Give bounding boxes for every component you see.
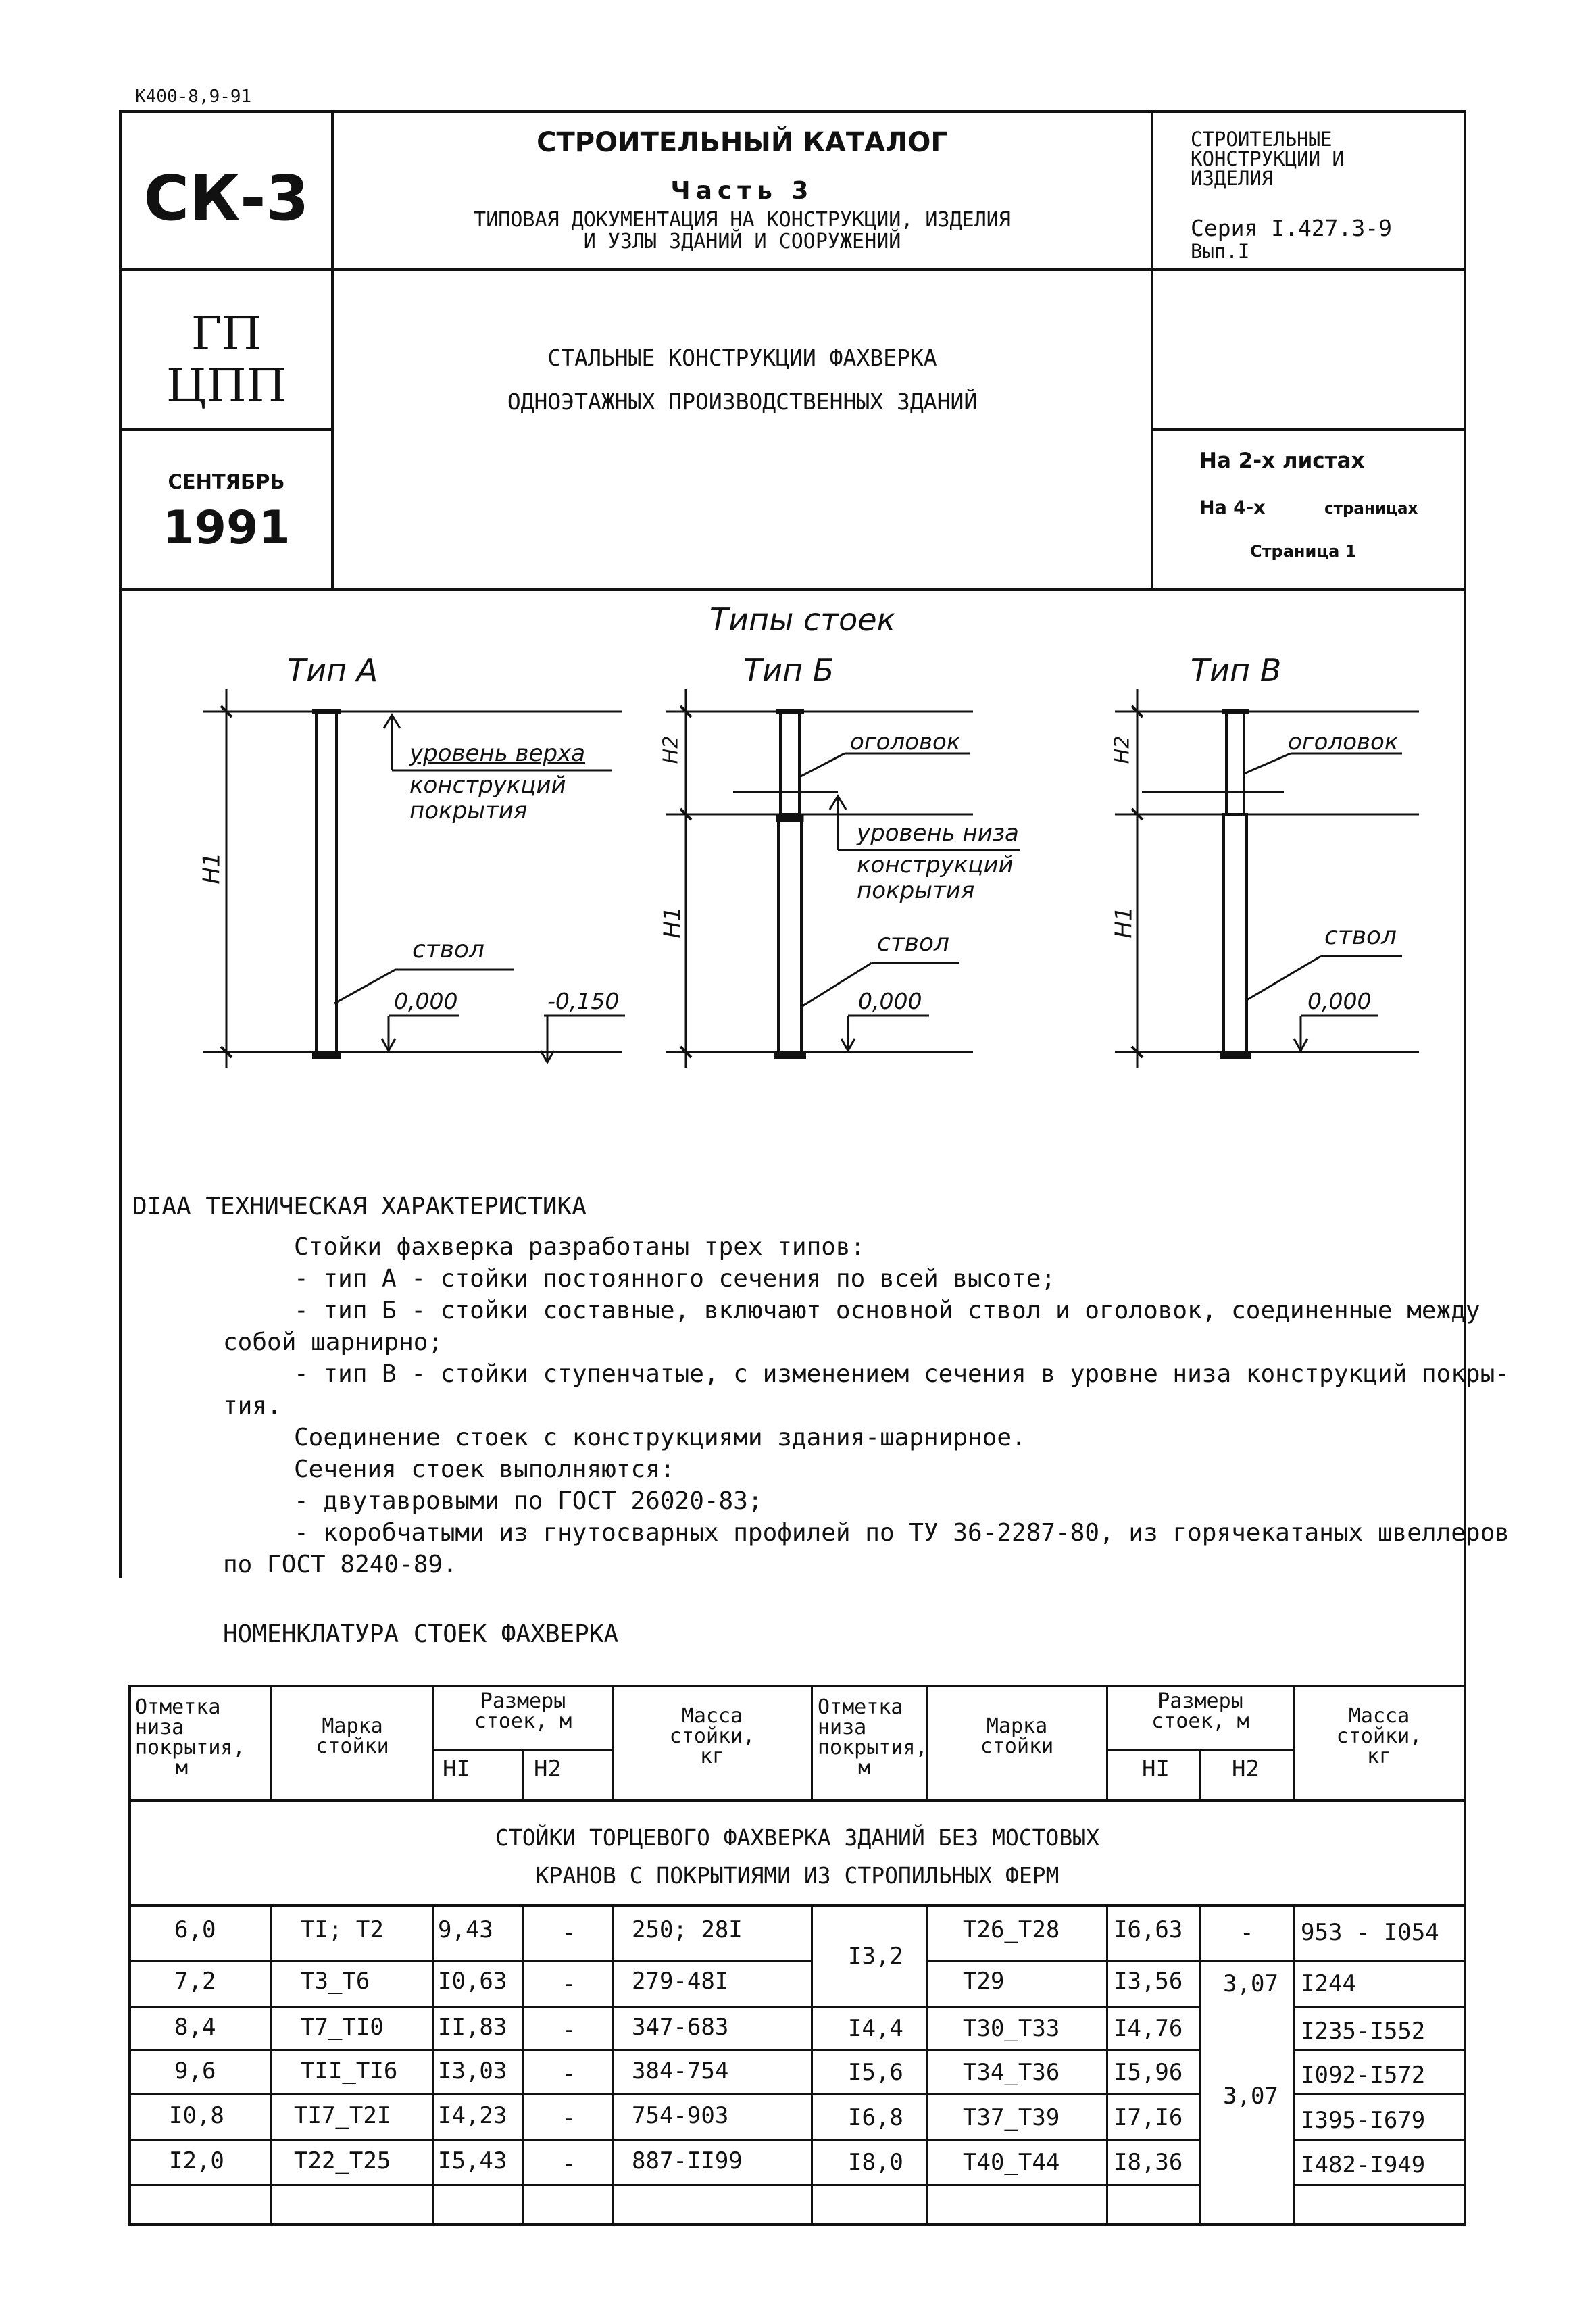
- text-line-8: Сечения стоек выполняются:: [294, 1455, 675, 1483]
- th-level: Отметка низа покрытия, м: [135, 1695, 245, 1780]
- column-types-drawing: [0, 0, 1596, 1149]
- text-line-3: - тип Б - стойки составные, включают основной ствол и оголовок, соединенные между: [294, 1297, 1480, 1324]
- section-1: СТРОИТЕЛЬНЫЕ: [1191, 128, 1332, 151]
- th-h2: H2: [534, 1756, 562, 1783]
- tech-heading: DIAA ТЕХНИЧЕСКАЯ ХАРАКТЕРИСТИКА: [132, 1193, 587, 1220]
- org-cpp: ЦПП: [166, 359, 286, 413]
- trunk-label-b: ствол: [877, 929, 950, 957]
- text-line-11: по ГОСТ 8240-89.: [223, 1551, 457, 1578]
- issue: Вып.I: [1191, 240, 1250, 263]
- zero-mark-v: 0,000: [1307, 988, 1372, 1014]
- th-level-right: Отметка низа покрытия, м: [818, 1695, 928, 1780]
- pages-word: страницах: [1324, 500, 1418, 518]
- th-mass-right: Масса стойки, кг: [1336, 1704, 1422, 1768]
- th-brand-right: Марка стойки: [980, 1714, 1054, 1758]
- h1-label-a: H1: [198, 852, 226, 885]
- nomenclature-title: НОМЕНКЛАТУРА СТОЕК ФАХВЕРКА: [223, 1620, 619, 1648]
- year: 1991: [162, 501, 291, 555]
- section-2: КОНСТРУКЦИИ И: [1191, 147, 1344, 170]
- text-line-10: - коробчатыми из гнутосварных профилей по ТУ 36-2287-80, из горячекатаных швеллеров: [294, 1519, 1510, 1547]
- pages-count: На 4-х: [1199, 497, 1266, 518]
- text-line-6: тия.: [223, 1392, 282, 1420]
- bottom-level-label-2: конструкций: [857, 851, 1014, 878]
- doc-title-1: СТАЛЬНЫЕ КОНСТРУКЦИИ ФАХВЕРКА: [547, 345, 937, 371]
- text-line-2: - тип А - стойки постоянного сечения по всей высоте;: [294, 1265, 1056, 1293]
- h1-label-v: H1: [1110, 906, 1138, 939]
- text-line-7: Соединение стоек с конструкциями здания-шарнирное.: [294, 1424, 1026, 1451]
- th-h1: HI: [443, 1756, 470, 1783]
- doc-code: К400-8,9-91: [135, 86, 252, 107]
- page-number: Страница 1: [1250, 542, 1357, 561]
- top-level-label-3: покрытия: [409, 797, 528, 824]
- text-line-1: Стойки фахверка разработаны трех типов:: [294, 1233, 866, 1261]
- diagram-title: Типы стоек: [709, 601, 896, 638]
- section-title-2: КРАНОВ С ПОКРЫТИЯМИ ИЗ СТРОПИЛЬНЫХ ФЕРМ: [535, 1862, 1059, 1889]
- type-a-label: Тип А: [287, 652, 378, 689]
- trunk-label-v: ствол: [1324, 922, 1397, 950]
- part-subtitle-2: И УЗЛЫ ЗДАНИЙ И СООРУЖЕНИЙ: [583, 230, 901, 253]
- part-label: Часть 3: [670, 177, 814, 205]
- h1-label-b: H1: [659, 906, 687, 939]
- head-label-v: оголовок: [1288, 728, 1399, 755]
- part-subtitle-1: ТИПОВАЯ ДОКУМЕНТАЦИЯ НА КОНСТРУКЦИИ, ИЗДЕЛИЯ: [474, 208, 1011, 232]
- month: СЕНТЯБРЬ: [168, 470, 285, 493]
- th-sizes-right: Размеры стоек, м: [1151, 1689, 1249, 1733]
- th-brand: Марка стойки: [316, 1714, 389, 1758]
- top-level-label-2: конструкций: [409, 772, 566, 799]
- th-h1-right: HI: [1142, 1756, 1170, 1783]
- sk-code: СК-3: [143, 162, 309, 234]
- top-level-label-1: уровень верха: [409, 740, 586, 767]
- catalog-page: К400-8,9-91 СК-3 СТРОИТЕЛЬНЫЙ КАТАЛОГ Часть 3 ТИПОВАЯ ДОКУМЕНТАЦИЯ НА КОНСТРУКЦИИ, ИЗДЕЛИЯ И УЗЛЫ ЗДАНИЙ И СООРУЖЕНИЙ СТРОИТЕЛЬНЫЕ КОНСТРУКЦИИ И ИЗДЕЛИЯ Серия I.427.3-9 Вып.I ГП ЦПП СТАЛЬНЫЕ КОНСТРУКЦИИ ФАХВЕРКА ОДНОЭТАЖНЫХ ПРОИЗВОДСТВЕННЫХ ЗДАНИЙ СЕНТЯБРЬ 1991 На 2-х листах На 4-х страницах Страница 1 Типы стоек Тип А Тип Б Тип В уровень верха конструкций покрытия оголовок уровень низа конструкций покрытия оголовок ствол ствол ствол 0,000 -0,150 0,000 0,000 H1 H2 H1 H2 H1 DIAA ТЕХНИЧЕСКАЯ ХАРАКТЕРИСТИКА Стойки фахверка разработаны трех типов: - тип А - стойки постоянного сечения по всей высоте; - тип Б - стойки составные, включают основной ствол и оголовок, соединенные между собой шарнирно; - тип В - стойки ступенчатые, с изменением сечения в уровне низа конструкций покры- тия. Соединение стоек с конструкциями здания-шарнирное. Сечения стоек выполняются: - двутавровыми по ГОСТ 26020-83; - коробчатыми из гнутосварных профилей по ТУ 36-2287-80, из горячекатаных швеллеров по ГОСТ 8240-89. НОМЕНКЛАТУРА СТОЕК ФАХВЕРКА Отметка низа покрытия, м Марка стойки Размеры стоек, м HI H2 Масса стойки, кг Отметка низа покрытия, м Марка стойки Размеры стоек, м HI H2 Масса стойки, кг СТОЙКИ ТОРЦЕВОГО ФАХВЕРКА ЗДАНИЙ БЕЗ МОСТОВЫХ КРАНОВ С ПОКРЫТИЯМИ ИЗ СТРОПИЛЬНЫХ ФЕРМ 6,0 TI; T2 9,43 - 250; 28I 7,2 T3_T6 I0,63 - 279-48I 8,4 T7_TI0 II,83 - 347-683 9,6 TII_TI6 I3,03 - 384-754 I0,8 TI7_T2I I4,23 - 754-903 I2,0 T22_T25 I5,43 - 887-II99 I3,2 T26_T28 I6,63 - 953 - I054 T29 I3,56 3,07 I244 I4,4 T30_T33 I4,76 I235-I552 I5,6 T34_T36 I5,96 3,07 I092-I572 I6,8 T37_T39 I7,I6 I395-I679 I8,0 T40_T44 I8,36 I482-I949: [0, 0, 1596, 2315]
- section-3: ИЗДЕЛИЯ: [1191, 167, 1274, 190]
- series: Серия I.427.3-9: [1191, 215, 1393, 241]
- th-h2-right: H2: [1232, 1756, 1260, 1783]
- zero-mark-b: 0,000: [858, 988, 922, 1014]
- th-sizes: Размеры стоек, м: [474, 1689, 572, 1733]
- zero-mark-a: 0,000: [394, 988, 458, 1014]
- h2-label-b: H2: [659, 735, 683, 764]
- type-b-label: Тип Б: [743, 652, 834, 689]
- th-mass-left: Масса стойки, кг: [669, 1704, 755, 1768]
- minus-mark-a: -0,150: [547, 988, 620, 1014]
- h2-label-v: H2: [1110, 735, 1134, 764]
- doc-title-2: ОДНОЭТАЖНЫХ ПРОИЗВОДСТВЕННЫХ ЗДАНИЙ: [507, 389, 978, 415]
- text-line-9: - двутавровыми по ГОСТ 26020-83;: [294, 1487, 763, 1515]
- org-gp: ГП: [191, 307, 262, 361]
- text-line-5: - тип В - стойки ступенчатые, с изменением сечения в уровне низа конструкций покры-: [294, 1360, 1510, 1388]
- catalog-title: СТРОИТЕЛЬНЫЙ КАТАЛОГ: [537, 127, 948, 158]
- bottom-level-label-3: покрытия: [857, 877, 975, 904]
- section-title-1: СТОЙКИ ТОРЦЕВОГО ФАХВЕРКА ЗДАНИЙ БЕЗ МОСТОВЫХ: [495, 1824, 1100, 1851]
- type-v-label: Тип В: [1191, 652, 1282, 689]
- text-line-4: собой шарнирно;: [223, 1328, 443, 1356]
- sheets: На 2-х листах: [1199, 449, 1365, 473]
- bottom-level-label-1: уровень низа: [857, 820, 1019, 847]
- trunk-label-a: ствол: [412, 936, 485, 964]
- head-label-b: оголовок: [850, 728, 961, 755]
